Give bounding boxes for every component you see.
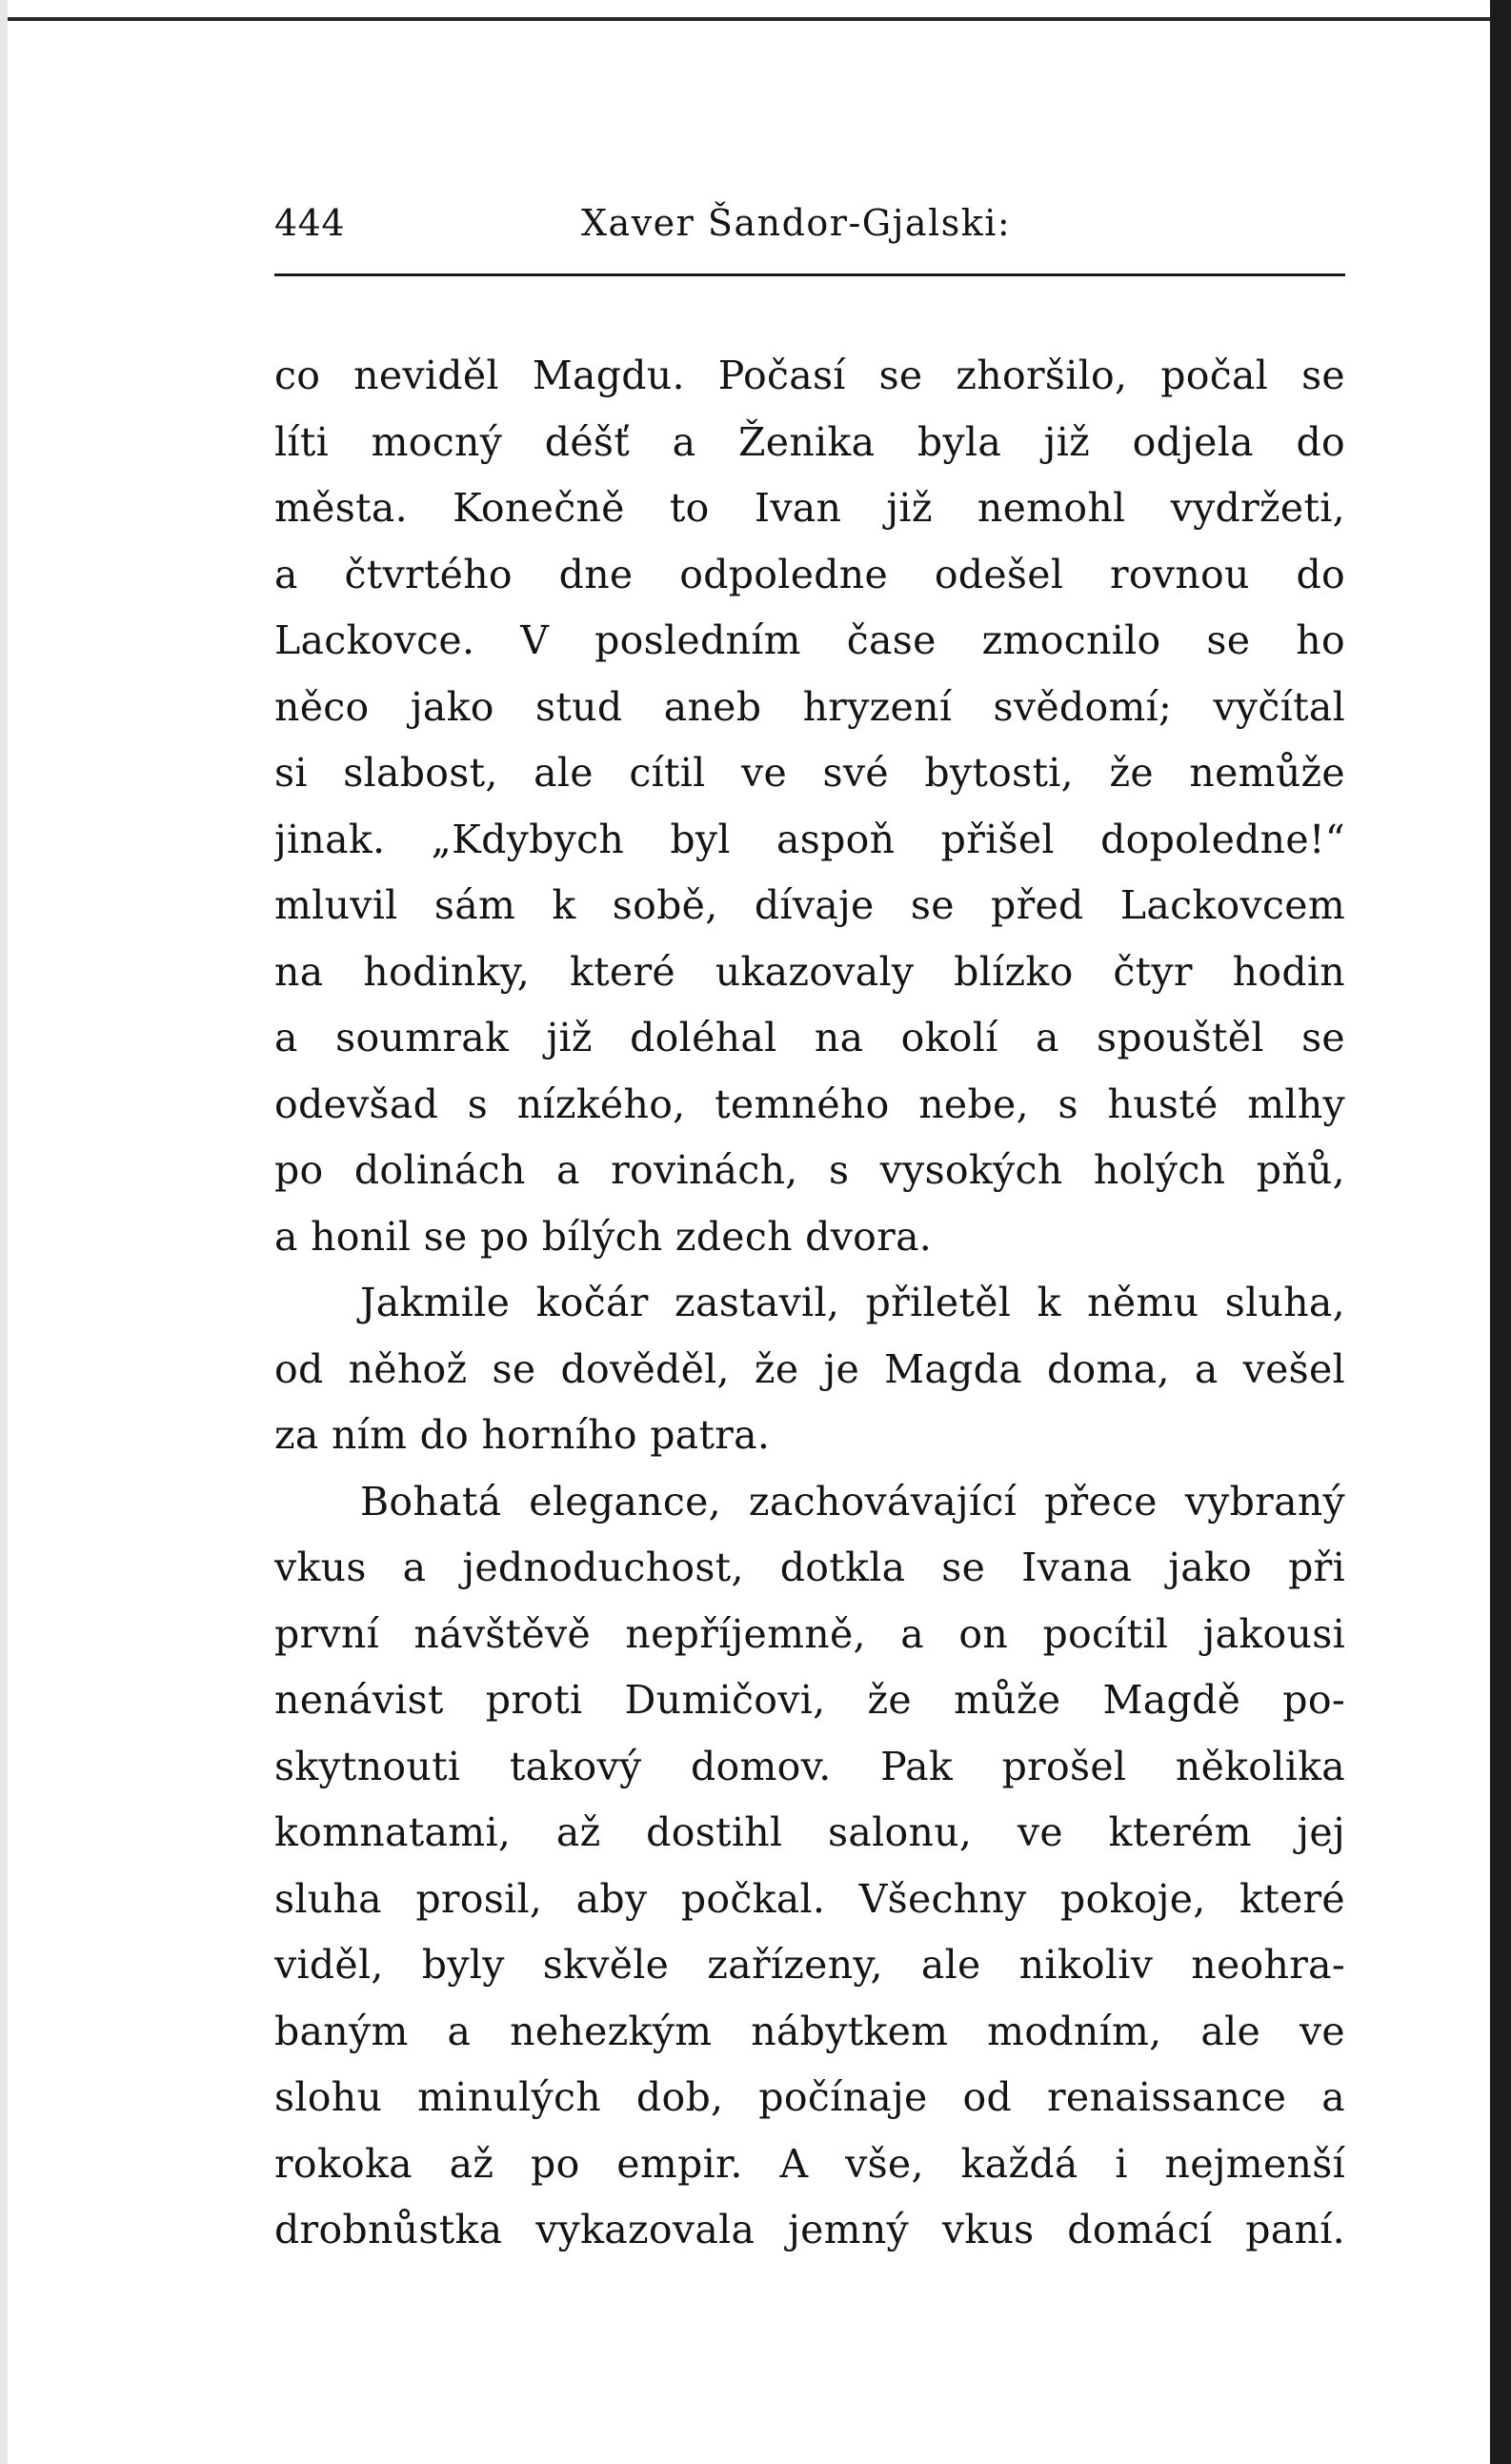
text-line: po dolinách a rovinách, s vysokých holých pňů,	[274, 1147, 1345, 1193]
scan-border-right	[1490, 0, 1511, 2464]
text-line: odevšad s nízkého, temného nebe, s husté mlhy	[274, 1081, 1345, 1127]
text-line: něco jako stud aneb hryzení svědomí; vyčítal	[274, 683, 1345, 730]
text-line: a soumrak již doléhal na okolí a spouštěl se	[274, 1015, 1345, 1060]
text-line: komnatami, až dostihl salonu, ve kterém jej	[274, 1809, 1345, 1855]
page-header	[274, 202, 1345, 259]
text-line: co neviděl Magdu. Počasí se zhoršilo, počal se	[274, 353, 1345, 398]
text-line: za ním do horního patra.	[274, 1412, 771, 1458]
text-line: skytnouti takový domov. Pak prošel několika	[274, 1743, 1345, 1789]
text-line: na hodinky, které ukazovaly blízko čtyr hodin	[274, 948, 1345, 995]
text-line: viděl, byly skvěle zařízeny, ale nikoliv neohra-	[274, 1942, 1345, 1988]
text-line: vkus a jednoduchost, dotkla se Ivana jako při	[274, 1545, 1345, 1590]
body-text	[274, 343, 1345, 2264]
text-line: mluvil sám k sobě, dívaje se před Lackovcem	[274, 882, 1345, 928]
text-line: města. Konečně to Ivan již nemohl vydržeti,	[274, 485, 1345, 531]
text-line: Lackovce. V posledním čase zmocnilo se ho	[274, 617, 1345, 663]
text-line: a honil se po bílých zdech dvora.	[274, 1213, 933, 1260]
header-rule	[274, 273, 1345, 276]
text-line: líti mocný déšť a Ženika byla již odjela do	[274, 418, 1345, 465]
page-number: 444	[274, 202, 346, 244]
scan-border-top	[0, 0, 1511, 21]
text-line: a čtvrtého dne odpoledne odešel rovnou do	[274, 551, 1345, 597]
running-head: Xaver Šandor-Gjalski:	[581, 202, 1012, 244]
text-line: slohu minulých dob, počínaje od renaissance a	[274, 2074, 1345, 2120]
text-line: Jakmile kočár zastavil, přiletěl k němu sluha,	[360, 1280, 1345, 1325]
text-line: baným a nehezkým nábytkem modním, ale ve	[274, 2008, 1345, 2054]
text-line: Bohatá elegance, zachovávající přece vybraný	[360, 1478, 1345, 1525]
text-line: první návštěvě nepříjemně, a on pocítil jakousi	[274, 1610, 1345, 1657]
text-line: rokoka až po empir. A vše, každá i nejmenší	[274, 2140, 1345, 2187]
text-line: od něhož se dověděl, že je Magda doma, a vešel	[274, 1345, 1345, 1392]
scan-border-left	[0, 0, 8, 2464]
text-line: sluha prosil, aby počkal. Všechny pokoje, které	[274, 1875, 1345, 1922]
text-line: nenávist proti Dumičovi, že může Magdě po-	[274, 1677, 1345, 1723]
text-line: si slabost, ale cítil ve své bytosti, že nemůže	[274, 750, 1345, 796]
text-line: jinak. „Kdybych byl aspoň přišel dopoledne!“	[274, 816, 1345, 862]
text-line: drobnůstka vykazovala jemný vkus domácí paní.	[274, 2207, 1345, 2252]
